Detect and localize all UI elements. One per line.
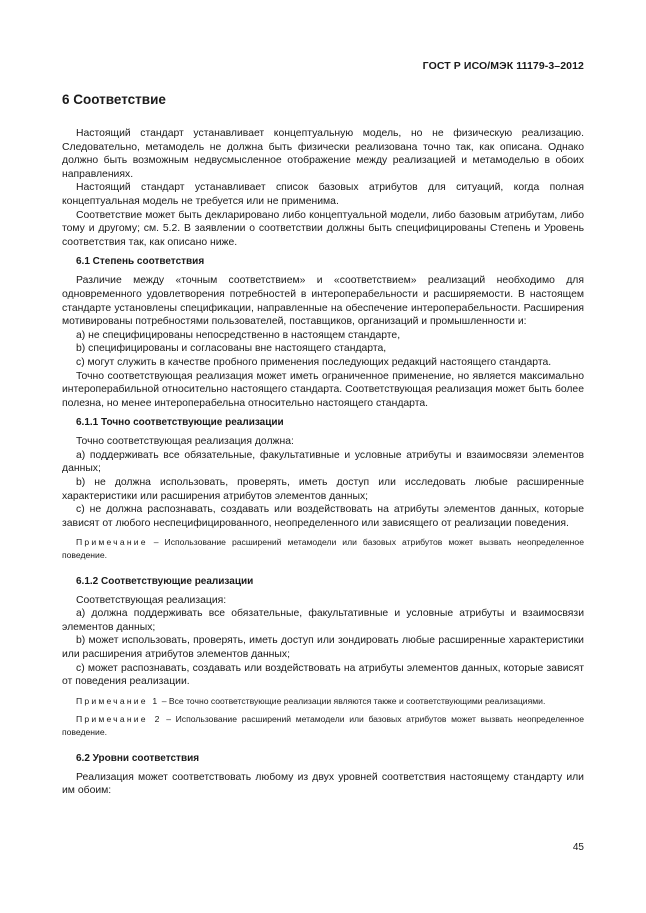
note <box>62 536 584 561</box>
note-label: Примечание 1 <box>76 695 160 706</box>
paragraph: Точно соответствующая реализация может иметь ограниченное применение, но является максимально интероперабильной относительно настоящего стандарта. Соответствующая реализация может быть более полезна, но менее интероперабельна относительно настоящего стандарта. <box>62 370 584 409</box>
section-title-6-2: 6.2 Уровни соответствия <box>76 752 200 764</box>
section-title-6-1: 6.1 Степень соответствия <box>76 256 205 268</box>
list-item: с) могут служить в качестве пробного применения последующих редакций настоящего стандарта. <box>76 356 552 368</box>
paragraph: Настоящий стандарт устанавливает список базовых атрибутов для ситуаций, когда полная концептуальная модель не требуется или не применима. <box>62 182 584 207</box>
list-item: b) специфицированы и согласованы вне настоящего стандарта, <box>76 343 387 355</box>
note-2 <box>62 713 584 738</box>
list-item: с) не должна распознавать, создавать или воздействовать на атрибуты элементов данных, которые зависят от любого неспецифицированного, неопределенного или зависящего от реализации поведения. <box>62 504 584 529</box>
list-item: b) не должна использовать, проверять, иметь доступ или исследовать любые расширенные характеристики или расширения атрибутов элементов данных; <box>62 477 584 502</box>
paragraph: Различие между «точным соответствием» и «соответствием» реализаций необходимо для одновременного удовлетворения потребностей в интероперабельности и расширяемости. В настоящем стандарте установлены спецификации, направленные на обеспечение интероперабельности. Расширения мотивированы потребностями пользователей, поставщиков, организаций и промышленности и: <box>62 275 584 328</box>
note-text: – Использование расширений метамодели или базовых атрибутов может вызвать неопределенное поведение. <box>62 714 584 737</box>
note-label: Примечание 2 <box>76 714 162 725</box>
paragraph: Соответствующая реализация: <box>76 594 227 606</box>
section-title-6-1-2: 6.1.2 Соответствующие реализации <box>76 575 254 587</box>
paragraph: Настоящий стандарт устанавливает концептуальную модель, но не физическую реализацию. Следовательно, метамодель не должна быть физически реализована точно так, как описана. Однако должно быть возможным недвусмысленное отображение между реализацией и метамоделью в обоих направлениях. <box>62 128 584 180</box>
note-text: – Все точно соответствующие реализации являются также и соответствующими реализациями. <box>159 695 546 706</box>
note-1 <box>62 695 584 708</box>
list-item: а) поддерживать все обязательные, факультативные и условные атрибуты и взаимосвязи элементов данных; <box>62 449 584 475</box>
list-item: b) может использовать, проверять, иметь доступ или зондировать любые расширенные характеристики или расширения атрибутов элементов данных; <box>62 635 584 660</box>
document-header: ГОСТ Р ИСО/МЭК 11179-3–2012 <box>422 60 584 72</box>
paragraph: Реализация может соответствовать любому из двух уровней соответствия настоящему стандарту или им обоим: <box>62 771 584 797</box>
note-text: – Использование расширений метамодели или базовых атрибутов может вызвать неопределенное поведение. <box>62 537 584 561</box>
list-item: а) должна поддерживать все обязательные, факультативные и условные атрибуты и взаимосвязи элементов данных; <box>62 608 584 633</box>
page-number: 45 <box>572 842 584 853</box>
list-item: а) не специфицированы непосредственно в настоящем стандарте, <box>76 329 401 341</box>
paragraph: Точно соответствующая реализация должна: <box>76 436 294 448</box>
list-item: с) может распознавать, создавать или воздействовать на атрибуты элементов данных, которые зависят от поведения реализации. <box>62 662 584 688</box>
section-title-6-1-1: 6.1.1 Точно соответствующие реализации <box>76 417 284 429</box>
note-label: Примечание <box>76 537 148 548</box>
section-title-6: 6 Соответствие <box>62 92 166 107</box>
paragraph: Соответствие может быть декларировано либо концептуальной модели, либо базовым атрибутам, либо тому и другому; см. 5.2. В заявлении о соответствии должны быть специфицированы Степень и Уровень соответствия так, как описано ниже. <box>62 209 584 248</box>
page-content <box>62 92 584 798</box>
